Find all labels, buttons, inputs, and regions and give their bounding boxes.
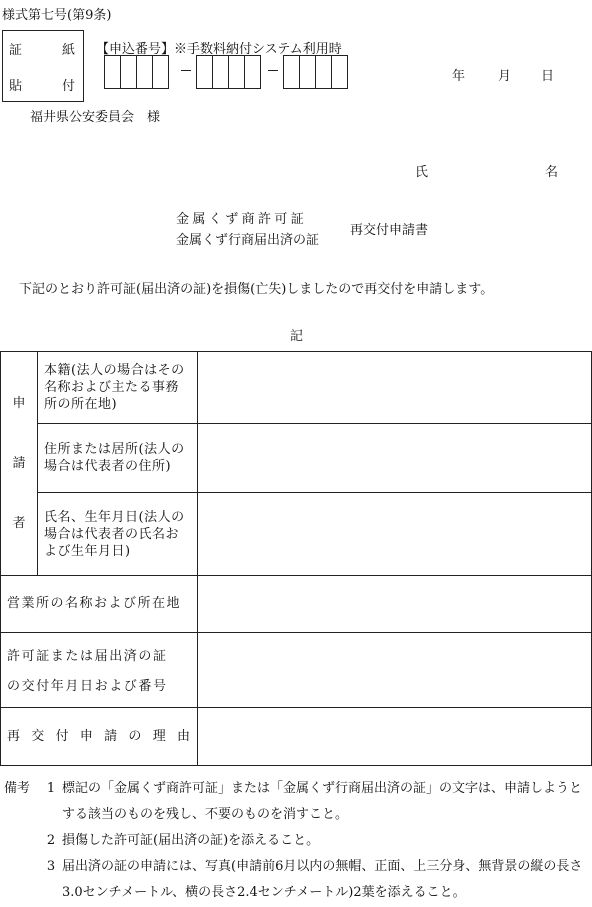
note-text: 届出済の証の申請には、写真(申請前6月以内の無帽、正面、上三分身、無背景の縦の長さ3.0センチメートル、横の長さ2.4センチメートル)2葉を添えること。 <box>62 859 583 900</box>
reason-label: 再交付申請の理由 <box>1 708 198 766</box>
permit-label-line2: の交付年月日および番号 <box>7 679 168 694</box>
honseki-field[interactable] <box>198 352 592 424</box>
title-suffix: 再交付申請書 <box>350 223 429 238</box>
date-month-label: 月 <box>498 69 512 84</box>
date-day-label: 日 <box>541 69 555 84</box>
ki-heading: 記 <box>290 329 304 344</box>
applicant-char: 申 <box>12 395 26 411</box>
application-number-group-1[interactable] <box>104 55 168 89</box>
date-year-label: 年 <box>452 69 466 84</box>
note-text: 損傷した許可証(届出済の証)を添えること。 <box>62 833 320 848</box>
office-field[interactable] <box>198 576 592 633</box>
note-number: 2 <box>46 833 56 848</box>
intro-statement: 下記のとおり許可証(届出済の証)を損傷(亡失)しましたので再交付を申請します。 <box>19 282 494 297</box>
stamp-char: 紙 <box>61 43 75 58</box>
stamp-char: 付 <box>61 79 75 94</box>
application-number-group-2[interactable] <box>196 55 260 89</box>
form-number: 様式第七号(第9条) <box>2 8 112 23</box>
title-line-1: 金属くず商許可証 <box>176 212 308 227</box>
notes-section <box>4 776 592 906</box>
note-number: 1 <box>46 781 56 796</box>
addressee: 福井県公安委員会 様 <box>30 110 161 125</box>
separator-dash <box>268 70 278 71</box>
honseki-label: 本籍(法人の場合はその名称および主たる事務所の所在地) <box>38 352 198 424</box>
application-table <box>0 351 592 766</box>
name-label-given: 名 <box>545 165 559 180</box>
name-birth-field[interactable] <box>198 493 592 576</box>
application-number-group-3[interactable] <box>283 55 347 89</box>
note-text: 標記の「金属くず商許可証」または「金属くず行商届出済の証」の文字は、申請しようとする該当のものを残し、不要のものを消すこと。 <box>62 781 583 822</box>
notes-heading: 備考 <box>4 781 31 796</box>
applicant-char: 者 <box>12 515 26 531</box>
reason-field[interactable] <box>198 708 592 766</box>
applicant-char: 請 <box>12 455 26 471</box>
permit-field[interactable] <box>198 633 592 708</box>
applicant-vertical-label <box>1 352 38 576</box>
separator-dash <box>181 70 191 71</box>
address-field[interactable] <box>198 424 592 493</box>
permit-label-line1: 許可証または届出済の証 <box>7 649 168 664</box>
revenue-stamp-box <box>2 30 84 102</box>
note-number: 3 <box>46 859 56 874</box>
application-number-label: 【申込番号】※手数料納付システム利用時 <box>96 42 342 57</box>
office-label: 営業所の名称および所在地 <box>1 576 198 633</box>
stamp-char: 証 <box>9 43 23 58</box>
name-label-family: 氏 <box>415 165 429 180</box>
permit-label <box>1 633 198 708</box>
name-birth-label: 氏名、生年月日(法人の場合は代表者の氏名および生年月日) <box>38 493 198 576</box>
address-label: 住所または居所(法人の場合は代表者の住所) <box>38 424 198 493</box>
stamp-char: 貼 <box>9 79 23 94</box>
title-line-2: 金属くず行商届出済の証 <box>176 233 320 248</box>
